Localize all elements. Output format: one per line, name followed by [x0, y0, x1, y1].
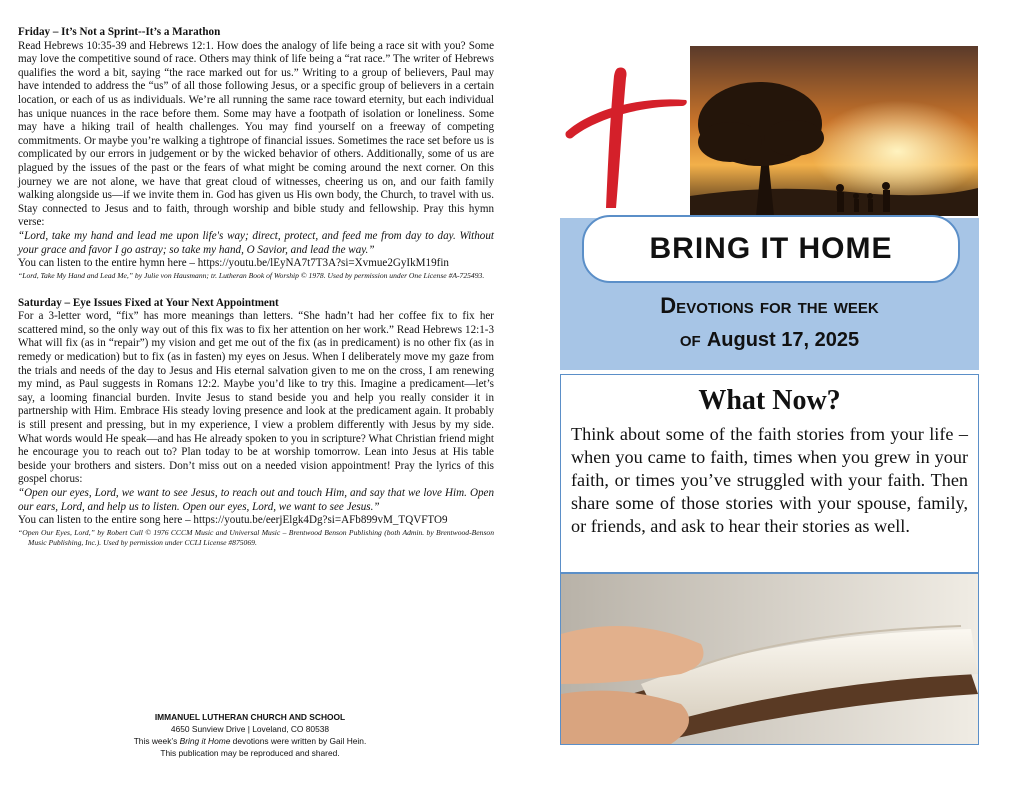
reproduce-note: This publication may be reproduced and shared.	[160, 748, 340, 758]
friday-listen[interactable]: You can listen to the entire hymn here – https://youtu.be/lEyNA7t7T3A?si=Xvmue2GyIkM19fin	[18, 257, 449, 270]
subtitle	[560, 290, 979, 356]
saturday-listen[interactable]: You can listen to the entire song here – https://youtu.be/eerjElgk4Dg?si=AFb899vM_TQVFTO9	[18, 514, 448, 527]
subtitle-line-2: of August 17, 2025	[679, 326, 860, 351]
author-line: This week’s Bring it Home devotions were written by Gail Hein.	[133, 736, 367, 746]
friday-verse: “Lord, take my hand and lead me upon life's way; direct, protect, and feed me from day to day. Without your grace and favor I go astray; so take my hand, O Savior, and lead the way.”	[18, 229, 494, 256]
friday-title: Friday – It’s Not a Sprint--It’s a Marathon	[18, 26, 221, 38]
what-now-title: What Now?	[698, 385, 841, 416]
page-title: BRING IT HOME	[582, 215, 960, 283]
subtitle-line-1: Devotions for the week	[660, 293, 879, 318]
saturday-body: For a 3-letter word, “fix” has more meanings than letters. “She hadn’t had her coffee fix to fix her scattered mind, so the only way out of this fix was to fix her attention on her work.” Read Hebrews 12:1-3 What will fix (as in “repair”) my vision and get me out of the fix (as in predicament) is no other fix (as in remedy or medication) but to fix (as in fasten) my eyes on Jesus. When I deliberately move my gaze from the trials and needs of the day to Jesus and His eternal salvation given to me on the cross, I am renewing my mind, as Paul suggests in Romans 12:2. Maybe you’d like to try this. Imagine a predicament—let’s say, a looming financial burden. Invite Jesus to stand beside you and help you really consider it in partnership with Him. Embrace His steady loving presence and look at the predicament again. It probably is still present and pressing, but in my experience, I view a problem differently with Jesus by my side. What words would He speak—and has He already spoken to you in scripture? What Christian friend might he encourage you to reach out to? Plan today to be at worship tomorrow. Lean into Jesus at His table beside your brothers and sisters. Don’t miss out on a needed vision appointment! Pray the lyrics of this gospel chorus:	[18, 310, 494, 486]
church-address: 4650 Sunview Drive | Loveland, CO 80538	[170, 724, 330, 734]
church-name: IMMANUEL LUTHERAN CHURCH AND SCHOOL	[154, 712, 346, 722]
sunset-family-image	[690, 46, 978, 216]
friday-body: Read Hebrews 10:35-39 and Hebrews 12:1. How does the analogy of life being a race sit with you? Some may love the competitive sound of race. Others may think of life being a “rat race.” The writer of Hebrews qualifies the word a bit, saying “the race marked out for us.” Writing to a group of believers, Paul may have intended to address the “us” of all those following Jesus, or a specific group of believers in a certain location, or each of us as individuals. We’re all running the same race toward eternity, but each individual has unique nuances in the race before them. Some may have a footpath of isolation or loneliness. Some may have a hiking trail of health challenges. You may find yourself on a freeway of competing commitments. Or maybe you’re walking a tightrope of financial issues. Sometimes the race set before us is complicated by our errors in judgement or by the wicked behavior of others. Additionally, some of us are plagued by the issues of the past or the fears of what might be coming around the next corner. On this journey we are not alone, we have that great cloud of witnesses, cheering us on, and our faith family walking alongside us—if we invite them in. God has given us His own body, the Church, to travel with us. Stay connected to Jesus and to faith, through worship and bible study and fellowship. Pray this hymn verse:	[18, 39, 494, 229]
friday-credit: “Lord, Take My Hand and Lead Me,” by Julie von Hausmann; tr. Lutheran Book of Worship © 1978. Used by permission under One License #A-725493.	[18, 270, 485, 280]
what-now-body: Think about some of the faith stories from your life – when you came to faith, times when you grew in your faith, or times you’ve struggled with your faith. Then share some of those stories with your spouse, family, or friends, and ask to hear their stories as well.	[571, 424, 968, 536]
saturday-verse: “Open our eyes, Lord, we want to see Jesus, to reach out and touch Him, and say that we love Him. Open our ears, Lord, and help us to listen. Open our eyes, Lord, we want to see Jesus.”	[18, 487, 494, 513]
red-cross-icon	[560, 62, 690, 212]
open-bible-image	[560, 573, 979, 745]
church-footer	[70, 711, 430, 759]
saturday-title: Saturday – Eye Issues Fixed at Your Next Appointment	[18, 296, 279, 309]
saturday-credit: “Open Our Eyes, Lord,” by Robert Cull © 1976 CCCM Music and Universal Music – Brentwood Benson Publishing (both Admin. by Brentwood-Benson Music Publishing, Inc.). Used by permission under CCLI License #875069.	[18, 527, 494, 547]
left-column	[18, 26, 494, 548]
what-now-box	[560, 374, 979, 573]
